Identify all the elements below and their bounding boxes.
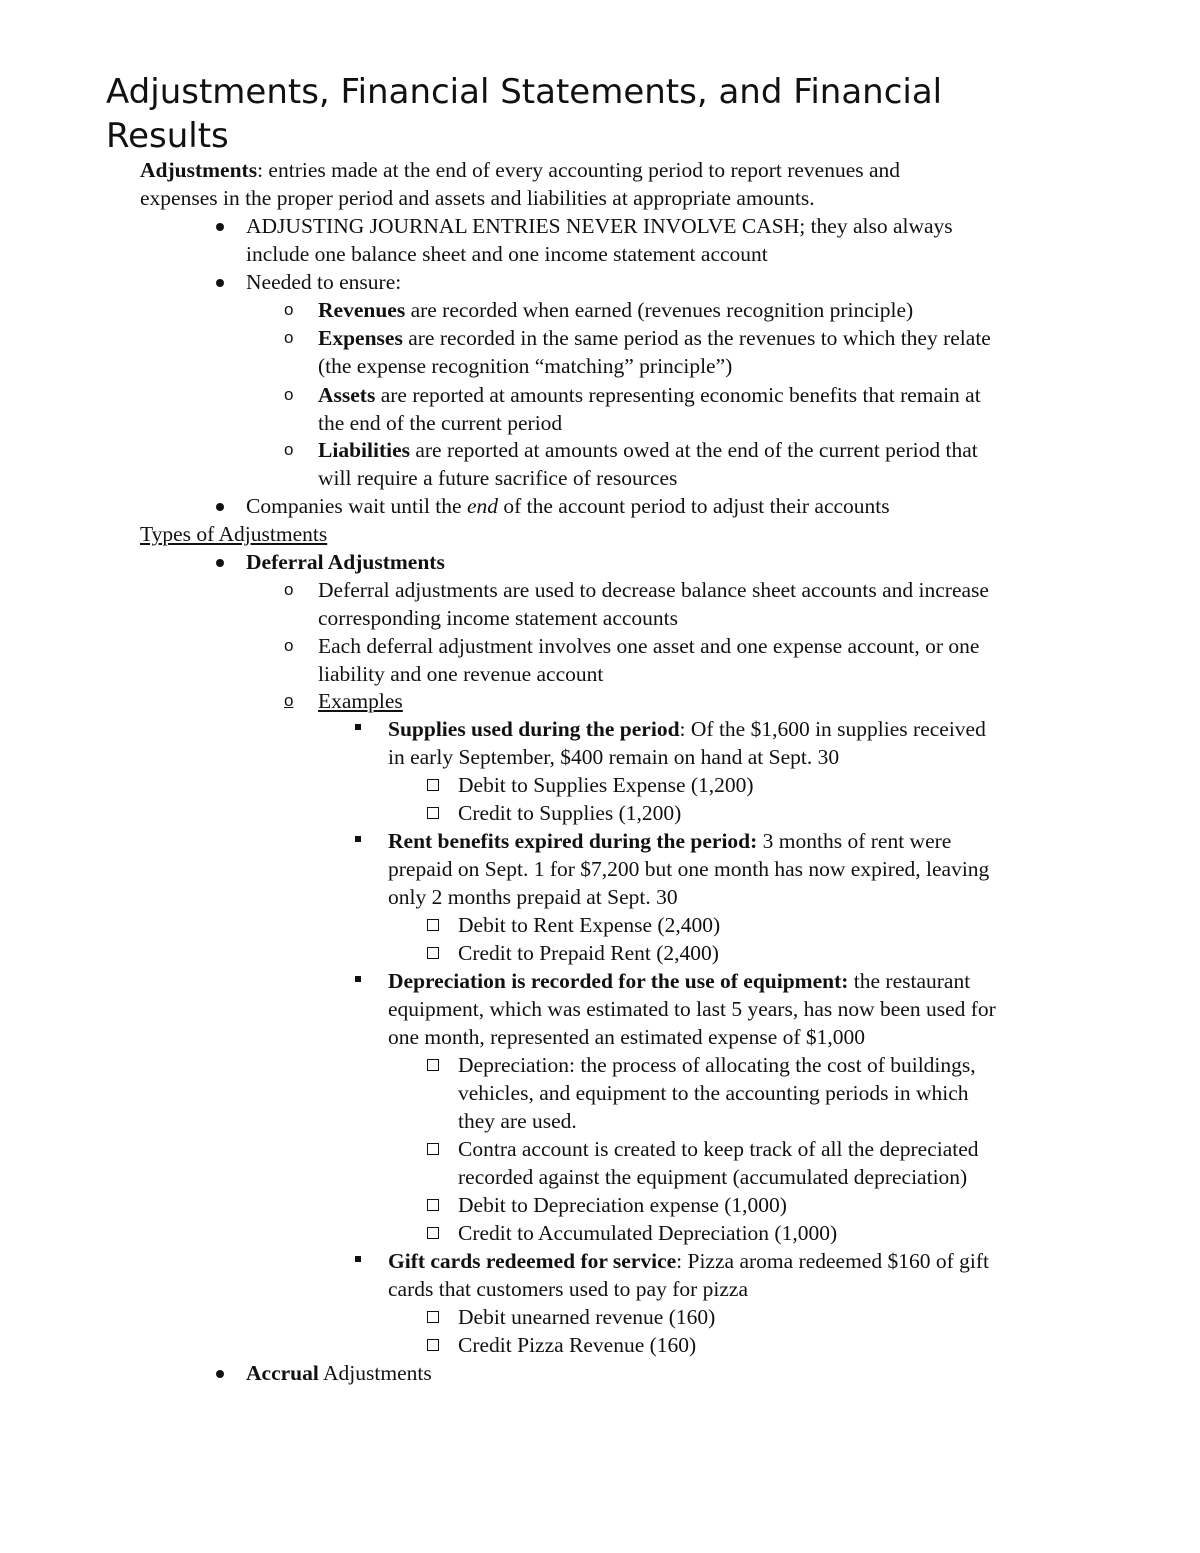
- rent-entry-debit: Debit to Rent Expense (2,400): [458, 913, 721, 937]
- example-giftcards-line-1: [388, 1247, 989, 1275]
- bullet-dot-icon: [216, 1370, 224, 1378]
- example-supplies-line-2: in early September, $400 remain on hand at Sept. 30: [388, 745, 840, 769]
- assets-text: are reported at amounts representing economic benefits that remain at: [375, 383, 981, 407]
- square-bullet-icon: [355, 1256, 361, 1262]
- sub-bullet-circle-icon: o: [284, 300, 294, 319]
- title-line-1: Adjustments, Financial Statements, and Financial: [106, 72, 943, 112]
- ensure-expenses-line-2: (the expense recognition “matching” principle”): [318, 354, 733, 378]
- square-bullet-icon: [355, 836, 361, 842]
- accrual-term: Accrual: [246, 1361, 319, 1385]
- rent-entry-credit: Credit to Prepaid Rent (2,400): [458, 941, 719, 965]
- expenses-term: Expenses: [318, 326, 403, 350]
- checkbox-bullet-icon: [427, 1059, 439, 1071]
- supplies-text: : Of the $1,600 in supplies received: [679, 717, 986, 741]
- deferral-point-1-line-2: corresponding income statement accounts: [318, 606, 679, 630]
- deferral-point-2-line-2: liability and one revenue account: [318, 662, 604, 686]
- depreciation-note-1-line-3: they are used.: [458, 1109, 577, 1133]
- bullet-no-cash-line-1: ADJUSTING JOURNAL ENTRIES NEVER INVOLVE CASH; they also always: [246, 214, 953, 238]
- assets-term: Assets: [318, 383, 376, 407]
- checkbox-bullet-icon: [427, 1227, 439, 1239]
- rent-text: 3 months of rent were: [757, 829, 952, 853]
- depreciation-entry-credit: Credit to Accumulated Depreciation (1,000): [458, 1221, 838, 1245]
- expenses-text: are recorded in the same period as the revenues to which they relate: [402, 326, 991, 350]
- revenues-text: are recorded when earned (revenues recognition principle): [405, 298, 914, 322]
- example-depreciation-line-2: equipment, which was estimated to last 5 years, has now been used for: [388, 997, 996, 1021]
- depreciation-entry-debit: Debit to Depreciation expense (1,000): [458, 1193, 787, 1217]
- giftcards-entry-credit: Credit Pizza Revenue (160): [458, 1333, 697, 1357]
- ensure-liabilities-line-2: will require a future sacrifice of resources: [318, 466, 678, 490]
- companies-wait-emphasis: end: [466, 494, 498, 518]
- bullet-dot-icon: [216, 559, 224, 567]
- revenues-term: Revenues: [318, 298, 406, 322]
- bullet-dot-icon: [216, 223, 224, 231]
- bullet-needed-to-ensure: Needed to ensure:: [246, 270, 402, 294]
- depreciation-note-2-line-2: recorded against the equipment (accumulated depreciation): [458, 1165, 968, 1189]
- checkbox-bullet-icon: [427, 947, 439, 959]
- title-line-2: Results: [106, 116, 229, 156]
- supplies-term: Supplies used during the period: [388, 717, 680, 741]
- checkbox-bullet-icon: [427, 1143, 439, 1155]
- deferral-point-1-line-1: Deferral adjustments are used to decrease balance sheet accounts and increase: [318, 578, 989, 602]
- example-supplies-line-1: [388, 715, 986, 743]
- page-title: [106, 70, 1106, 158]
- square-bullet-icon: [355, 976, 361, 982]
- example-giftcards-line-2: cards that customers used to pay for pizza: [388, 1277, 748, 1301]
- sub-bullet-circle-icon: o: [284, 691, 294, 710]
- square-bullet-icon: [355, 724, 361, 730]
- liabilities-text: are reported at amounts owed at the end of the current period that: [409, 438, 978, 462]
- companies-wait-text-b: of the account period to adjust their accounts: [498, 494, 890, 518]
- checkbox-bullet-icon: [427, 1199, 439, 1211]
- accrual-adjustments-heading: [246, 1359, 432, 1387]
- adjustments-term: Adjustments: [140, 158, 258, 182]
- example-rent-line-1: [388, 827, 951, 855]
- ensure-liabilities-line-1: [318, 436, 978, 464]
- bullet-dot-icon: [216, 279, 224, 287]
- giftcards-entry-debit: Debit unearned revenue (160): [458, 1305, 716, 1329]
- checkbox-bullet-icon: [427, 1339, 439, 1351]
- depreciation-text: the restaurant: [848, 969, 971, 993]
- ensure-revenues: [318, 296, 913, 324]
- depreciation-note-1-line-2: vehicles, and equipment to the accounting periods in which: [458, 1081, 969, 1105]
- accrual-text: Adjustments: [318, 1361, 432, 1385]
- bullet-no-cash-line-2: include one balance sheet and one income statement account: [246, 242, 768, 266]
- sub-bullet-circle-icon: o: [284, 580, 294, 599]
- liabilities-term: Liabilities: [318, 438, 410, 462]
- depreciation-note-2-line-1: Contra account is created to keep track of all the depreciated: [458, 1137, 979, 1161]
- sub-bullet-circle-icon: o: [284, 328, 294, 347]
- example-rent-line-3: only 2 months prepaid at Sept. 30: [388, 885, 678, 909]
- bullet-companies-wait: [246, 492, 890, 520]
- depreciation-term: Depreciation is recorded for the use of equipment:: [388, 969, 849, 993]
- checkbox-bullet-icon: [427, 919, 439, 931]
- supplies-entry-debit: Debit to Supplies Expense (1,200): [458, 773, 754, 797]
- adjustments-definition-text: : entries made at the end of every accounting period to report revenues and: [257, 158, 901, 182]
- sub-bullet-circle-icon: o: [284, 440, 294, 459]
- types-of-adjustments-heading: Types of Adjustments: [140, 522, 328, 546]
- checkbox-bullet-icon: [427, 807, 439, 819]
- depreciation-note-1-line-1: Depreciation: the process of allocating the cost of buildings,: [458, 1053, 976, 1077]
- adjustments-definition-line-2: expenses in the proper period and assets and liabilities at appropriate amounts.: [140, 186, 815, 210]
- giftcards-term: Gift cards redeemed for service: [388, 1249, 677, 1273]
- adjustments-definition-line-1: [140, 156, 900, 184]
- ensure-expenses-line-1: [318, 324, 991, 352]
- ensure-assets-line-1: [318, 381, 981, 409]
- ensure-assets-line-2: the end of the current period: [318, 411, 563, 435]
- companies-wait-text-a: Companies wait until the: [246, 494, 467, 518]
- example-depreciation-line-1: [388, 967, 970, 995]
- rent-term: Rent benefits expired during the period:: [388, 829, 758, 853]
- examples-heading: Examples: [318, 689, 403, 713]
- sub-bullet-circle-icon: o: [284, 636, 294, 655]
- supplies-entry-credit: Credit to Supplies (1,200): [458, 801, 682, 825]
- checkbox-bullet-icon: [427, 779, 439, 791]
- sub-bullet-circle-icon: o: [284, 385, 294, 404]
- example-rent-line-2: prepaid on Sept. 1 for $7,200 but one month has now expired, leaving: [388, 857, 990, 881]
- deferral-adjustments-heading: Deferral Adjustments: [246, 550, 445, 574]
- deferral-point-2-line-1: Each deferral adjustment involves one asset and one expense account, or one: [318, 634, 980, 658]
- checkbox-bullet-icon: [427, 1311, 439, 1323]
- bullet-dot-icon: [216, 503, 224, 511]
- example-depreciation-line-3: one month, represented an estimated expense of $1,000: [388, 1025, 866, 1049]
- giftcards-text: : Pizza aroma redeemed $160 of gift: [676, 1249, 989, 1273]
